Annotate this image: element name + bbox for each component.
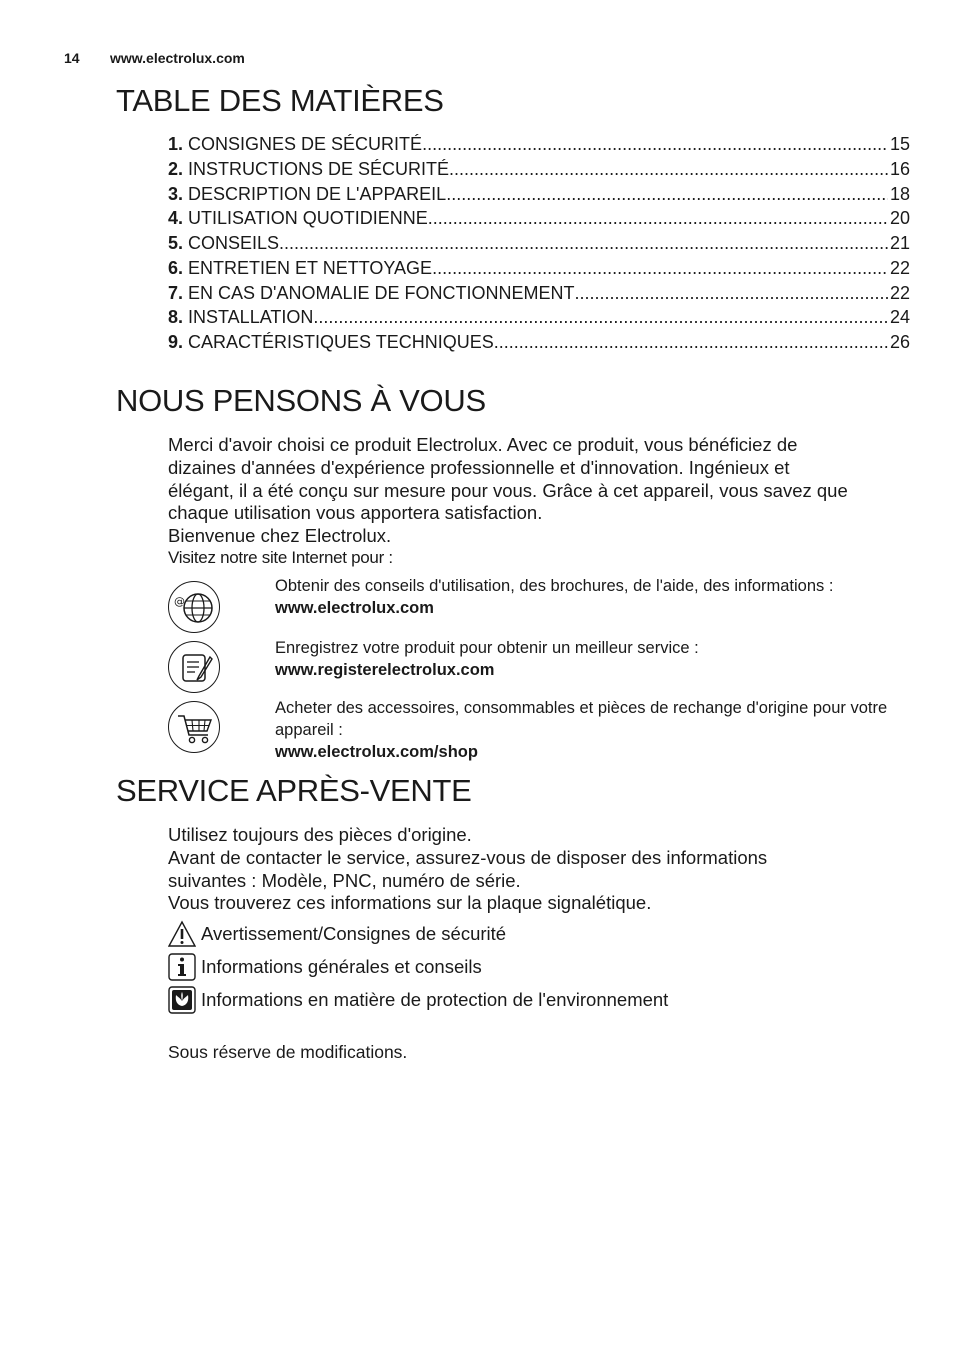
service-item-register (168, 640, 908, 698)
toc-entry[interactable] (168, 134, 910, 159)
toc-entry-label: DESCRIPTION DE L'APPAREIL (188, 183, 447, 204)
legend-warning (168, 920, 506, 948)
service-text: Obtenir des conseils d'utilisation, des brochures, de l'aide, des informations : (275, 577, 834, 595)
after-sales-title: SERVICE APRÈS-VENTE (116, 773, 472, 808)
toc-leader (432, 258, 888, 279)
toc-entry-number: 5. (168, 233, 184, 253)
toc-entry-number: 7. (168, 282, 184, 303)
service-item-info (168, 578, 908, 636)
after-sales-line: Utilisez toujours des pièces d'origine. (168, 824, 472, 845)
toc-leader (446, 184, 888, 205)
toc-entry-page: 22 (889, 257, 910, 278)
toc-entry-label: EN CAS D'ANOMALIE DE FONCTIONNEMENT (188, 282, 575, 303)
toc-entry-page: 26 (889, 332, 910, 352)
toc-entry-page: 16 (889, 158, 910, 179)
environment-leaf-icon (168, 986, 196, 1014)
legend-environment (168, 986, 668, 1014)
toc-entry[interactable] (168, 233, 910, 258)
toc-leader (494, 332, 888, 353)
legend-label: Informations générales et conseils (201, 956, 482, 977)
toc-entry-label: CONSIGNES DE SÉCURITÉ (188, 134, 423, 154)
toc-leader (279, 233, 888, 254)
toc-entry[interactable] (168, 283, 910, 308)
after-sales-line: Vous trouverez ces informations sur la plaque signalétique. (168, 892, 652, 914)
toc-entry-label: UTILISATION QUOTIDIENNE (188, 208, 428, 229)
service-item-shop (168, 700, 908, 766)
register-notepad-icon (168, 641, 220, 693)
page-header (64, 50, 245, 66)
warning-triangle-icon (168, 920, 196, 948)
toc-entry-page: 21 (889, 233, 910, 253)
toc-title: TABLE DES MATIÈRES (116, 83, 444, 118)
toc-entry-number: 4. (168, 208, 184, 229)
toc-entry-page: 20 (889, 208, 910, 229)
legend-info (168, 953, 482, 981)
header-site[interactable]: www.electrolux.com (110, 50, 245, 66)
intro-paragraph (168, 434, 908, 548)
intro-title: NOUS PENSONS À VOUS (116, 383, 486, 418)
toc-entry-number: 1. (168, 134, 184, 154)
intro-line: chaque utilisation vous apportera satisfaction. (168, 502, 543, 524)
toc-leader (428, 208, 888, 229)
service-text: Acheter des accessoires, consommables et pièces de rechange d'origine pour votre appareil : (275, 699, 888, 739)
intro-line: dizaines d'années d'expérience professionnelle et d'innovation. Ingénieux et (168, 456, 790, 478)
page-number: 14 (64, 50, 80, 66)
after-sales-paragraph (168, 824, 908, 915)
shopping-cart-icon (168, 701, 220, 753)
toc-entry[interactable] (168, 208, 910, 233)
toc-entry-page: 15 (889, 134, 910, 154)
visit-label: Visitez notre site Internet pour : (168, 548, 393, 567)
toc-entry-label: INSTALLATION (188, 307, 314, 328)
toc-entry[interactable] (168, 184, 910, 209)
toc-entry[interactable] (168, 332, 910, 357)
svg-text:@: @ (174, 595, 185, 608)
toc-entry[interactable] (168, 258, 910, 283)
toc-leader (449, 159, 888, 180)
intro-line: Bienvenue chez Electrolux. (168, 525, 392, 547)
service-link[interactable]: www.registerelectrolux.com (275, 661, 495, 679)
intro-line: élégant, il a été conçu sur mesure pour vous. Grâce à cet appareil, vous savez que (168, 479, 848, 501)
service-link[interactable]: www.electrolux.com (275, 599, 434, 617)
toc-entry-label: CONSEILS (188, 233, 280, 253)
table-of-contents (168, 134, 910, 357)
service-link[interactable]: www.electrolux.com/shop (275, 743, 478, 761)
toc-entry[interactable] (168, 307, 910, 332)
toc-leader (422, 134, 888, 155)
toc-entry-number: 2. (168, 158, 184, 179)
toc-entry-number: 3. (168, 183, 184, 204)
after-sales-line: Avant de contacter le service, assurez-vous de disposer des informations (168, 846, 768, 868)
toc-entry-label: CARACTÉRISTIQUES TECHNIQUES (188, 332, 494, 352)
info-icon (168, 953, 196, 981)
legend-label: Avertissement/Consignes de sécurité (201, 923, 507, 944)
globe-at-icon (168, 581, 220, 633)
toc-entry-page: 22 (889, 282, 910, 303)
service-text: Enregistrez votre produit pour obtenir un meilleur service : (275, 639, 699, 657)
toc-entry-label: ENTRETIEN ET NETTOYAGE (188, 257, 433, 278)
toc-leader (575, 283, 888, 304)
toc-entry-page: 18 (889, 183, 910, 204)
toc-entry-number: 6. (168, 257, 184, 278)
legend-label: Informations en matière de protection de l'environnement (201, 989, 669, 1010)
intro-line: Merci d'avoir choisi ce produit Electrolux. Avec ce produit, vous bénéficiez de (168, 434, 798, 455)
toc-entry[interactable] (168, 159, 910, 184)
toc-leader (313, 307, 888, 328)
modification-note: Sous réserve de modifications. (168, 1042, 408, 1062)
toc-entry-label: INSTRUCTIONS DE SÉCURITÉ (188, 158, 450, 179)
toc-entry-number: 9. (168, 332, 184, 352)
toc-entry-number: 8. (168, 307, 184, 328)
toc-entry-page: 24 (889, 307, 910, 328)
after-sales-line: suivantes : Modèle, PNC, numéro de série. (168, 869, 521, 891)
